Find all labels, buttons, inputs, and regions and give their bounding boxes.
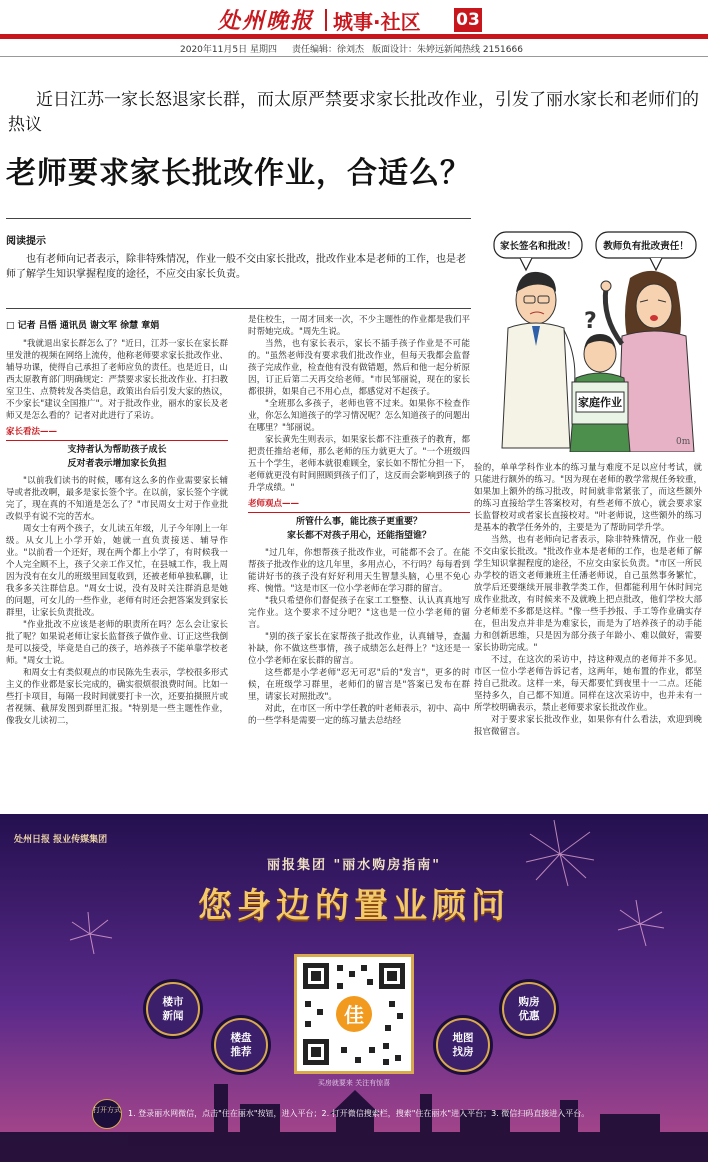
editor-credit: 责任编辑：徐刘杰	[292, 45, 365, 55]
subhead-label: 家长看法——	[6, 427, 58, 437]
ad-button-map-search[interactable]: 地图找房	[436, 1018, 490, 1072]
ad-title: 您身边的置业顾问	[198, 886, 510, 926]
paragraph: "我只希望你们督促孩子在家工工整整、认认真真地写完作业。这个要求不过分吧？"这也是一位小学老师的留言。	[248, 596, 470, 630]
artist-signature: 0m	[676, 437, 691, 447]
paragraph: 和周女士有类似观点的市民陈先生表示，学校很多形式主义的作业都是家长完成的，确实很烦很浪费时间。比如一些打卡项目，每隔一段时间就要打卡一次，还要拍摄照片或者视频、截屏发图到群里汇报。"特别是一些主题性作业，像我女儿读初二，	[6, 668, 228, 726]
paragraph: 周女士有两个孩子，女儿读五年级，儿子今年刚上一年级。从女儿上小学开始，她就一直负责接送、辅导作业。"以前看一个还好，现在两个都上小学了，有时候我一个人完全顾不上，孩子父亲工作又忙，在县城工作，我上周因为没有在女儿的班级里回复收到，还被老师单独私聊，让我多多关注群信息。"周女士说，没有及时关注群消息是她的问题，可女儿的一些作业，老师有时还会把答案发到家长群里，让家长负责批改。	[6, 524, 228, 618]
article-column-1	[6, 338, 228, 808]
bubble-left-text: 家长签名和批改！	[499, 241, 577, 252]
newspaper-logo: 处州晚报	[218, 8, 315, 34]
paragraph: "别的孩子家长在家帮孩子批改作业，认真辅导，查漏补缺，你不做这些事情，孩子成绩怎么赶得上？"这还是一位小学老师在家长群的留言。	[248, 632, 470, 666]
paragraph: "全班那么多孩子，老师也管不过来。如果你不检查作业，你怎么知道孩子的学习情况呢？怎么知道孩子的问题出在哪里？"邹丽说。	[248, 399, 470, 433]
paragraph: 家长黄先生则表示，如果家长都不注重孩子的教育，都把责任推给老师，那么老师的压力就更大了。"一个班级四五十个学生，老师本就很难顾全，家长如不帮忙分担一下，老师就更没有时间照顾到孩子们了，这反而会影响到孩子的升学成绩。"	[248, 435, 470, 493]
masthead	[0, 0, 708, 40]
qr-code[interactable]	[294, 954, 414, 1074]
article-lead: 近日江苏一家长怒退家长群，而太原严禁要求家长批改作业，引发了丽水家长和老师们的热议	[8, 90, 699, 135]
paragraph: 验的，单单学科作业本的练习量与难度不足以应付考试，就只能进行额外的练习。"因为现在老师的教学常规任务较重，如果加上额外的练习批改，时间就非常紧张了，而这些额外的练习直接给学生答案校对，有些老师不放心，就会要求家长监督校对或者家长直接校对。"叶老师说，这些额外的练习是基本的教学任务外的，主要是为了帮助同学升学。	[474, 463, 702, 533]
article-column-3	[474, 462, 702, 808]
paragraph: 对此，在市区一所中学任教的叶老师表示，初中、高中的一些学科是需要一定的练习量去总结经	[248, 704, 470, 726]
book-label: 家庭作业	[578, 396, 622, 409]
qr-caption: 买房就要来 关注有惊喜	[317, 1079, 391, 1087]
ad-button-discounts[interactable]: 购房优惠	[502, 982, 556, 1036]
dateline	[0, 42, 708, 56]
paragraph: 这些都是小学老师"忍无可忍"后的"发言"，更多的时候，在班级学习群里，老师们的留言是"答案已发布在群里，请家长对照批改"。	[248, 668, 470, 702]
article-headline: 老师要求家长批改作业，合适么？	[6, 156, 471, 191]
ad-button-property-recommend[interactable]: 楼盘推荐	[214, 1018, 268, 1072]
reading-tip-title: 阅读提示	[6, 236, 46, 247]
subhead-box	[6, 440, 228, 471]
paragraph: 当然，也有老师向记者表示，除非特殊情况，作业一般不交由家长批改。"批改作业本是老师的工作，也是老师了解学生知识掌握程度的途径，不应交由家长负责。"市区一所民办学校的语文老师兼班主任潘老师说，自己虽然事务繁忙，放学后还要继续开展非教学类工作，但都能利用午休时间完成作业批改，有时候来不及就晚上把点批改，他们学校大部分老师差不多都是这样。"像一些手抄报、手工等作业确实存在，但出发点并非是为难家长，而是为了培养孩子的动手能力和创新思维，只是因为部分孩子年龄小、难以做好，需要家长协助完成。"	[474, 535, 702, 653]
cartoon-svg	[480, 218, 702, 452]
ad-button-market-news[interactable]: 楼市新闻	[146, 982, 200, 1036]
how-to-instructions: 1. 登录丽水网微信，点击"住在丽水"按钮，进入平台；2. 打开微信搜索栏，搜索"住在丽水"进入平台；3. 微信扫码直接进入平台。	[128, 1109, 590, 1118]
divider	[6, 308, 471, 309]
bubble-right-text: 教师负有批改责任！	[603, 241, 689, 252]
subhead-line: 所管什么事，能比孩子更重要？	[295, 517, 422, 527]
divider	[6, 218, 471, 219]
ad-subtitle: 丽报集团 "丽水购房指南"	[266, 858, 442, 873]
question-marks: ?	[584, 309, 597, 334]
subhead-line: 家长都不对孩子用心，还能指望谁？	[286, 531, 431, 541]
section-title: 城事·社区	[333, 10, 421, 34]
paragraph: "作业批改不应该是老师的职责所在吗？怎么会让家长批了呢？如果说老师让家长监督孩子做作业、订正这些我倒是可以接受，毕竟是自己的孩子，培养孩子不能单靠学校老师。"周女士说。	[6, 620, 228, 666]
how-to-badge: 打开方式	[92, 1099, 122, 1129]
designer-credit: 版面设计：朱婷远	[372, 45, 445, 55]
byline: □ 记者 吕悟 通讯员 谢文军 徐慧 章娟	[6, 321, 160, 331]
subhead-line: 支持者认为帮助孩子成长	[67, 445, 167, 455]
paragraph: "我就退出家长群怎么了？"近日，江苏一家长在家长群里发泄的视频在网络上流传，他称老师要求家长批改作业、辅导功课，使得自己承担了老师应负的责任。也是近日，山西太原教育部门明确规定：严禁要求家长批改作业、打扫教室卫生、点赞转发各类信息，政策出台后引发大家的热议，不少家长"建议全国推广"。对于批改作业，丽水的家长及老师又是怎么看的？记者对此进行了采访。	[6, 339, 228, 421]
article-column-2	[248, 314, 470, 808]
cartoon-illustration	[480, 218, 702, 452]
masthead-divider	[325, 9, 327, 31]
paragraph: 当然，也有家长表示，家长不插手孩子作业是不可能的。"虽然老师没有要求我们批改作业，但每天我都会监督孩子完成作业，检查他有没有做错题，然后和他一起分析原因，订正后第二天再交给老师。"市民邹丽说，现在的家长都很拼，如果自己不用心点，都感觉对不起孩子。	[248, 339, 470, 397]
divider	[0, 56, 708, 57]
issue-date: 2020年11月5日 星期四	[180, 45, 277, 55]
reading-tip-text: 也有老师向记者表示，除非特殊情况，作业一般不交由家长批改，批改作业本是老师的工作，也是老师了解学生知识掌握程度的途径，不应交由家长负责。	[6, 254, 466, 280]
qr-center-logo: 佳	[344, 1003, 364, 1027]
page-number: 03	[454, 8, 482, 32]
masthead-bar	[0, 34, 708, 39]
news-hotline: 新闻热线 2151666	[444, 45, 523, 55]
ad-brand: 处州日报 报业传媒集团	[14, 835, 108, 845]
property-advertisement[interactable]	[0, 814, 708, 1162]
paragraph: 是住校生，一周才回来一次，不少主题性的作业都是我们平时帮她完成。"周先生说。	[248, 315, 470, 337]
subhead-line: 反对者表示增加家长负担	[67, 459, 167, 469]
paragraph: "过几年，你想帮孩子批改作业，可能都不会了。在能帮孩子批改作业的这几年里，多用点心，不行吗？每每看到能讲好书的孩子没有好好利用天生智慧头脑，心里不免心疼、惋惜。"这是市区一位小学老师在学习群的留言。	[248, 548, 470, 594]
subhead-box	[248, 512, 470, 543]
subhead-label: 老师观点——	[248, 499, 300, 509]
paragraph: 对于要求家长批改作业，如果你有什么看法，欢迎到晚报官微留言。	[474, 715, 702, 737]
paragraph: "以前我们读书的时候，哪有这么多的作业需要家长辅导或者批改啊，最多是家长签个字。在以前，家长签个字就完了，现在真的不知道是怎么了？"市民周女士对于作业批改似乎有说不完的苦水。	[6, 476, 228, 522]
paragraph: 不过，在这次的采访中，持这种观点的老师并不多见。市区一位小学老师告诉记者，这两年，她布置的作业，都坚持自己批改。这样一来，每天都要忙到夜里十一二点。还能坚持多久，自己都不知道。同样在这次采访中，也并未有一所学校明确表示，禁止老师要求家长批改作业。	[474, 655, 702, 713]
